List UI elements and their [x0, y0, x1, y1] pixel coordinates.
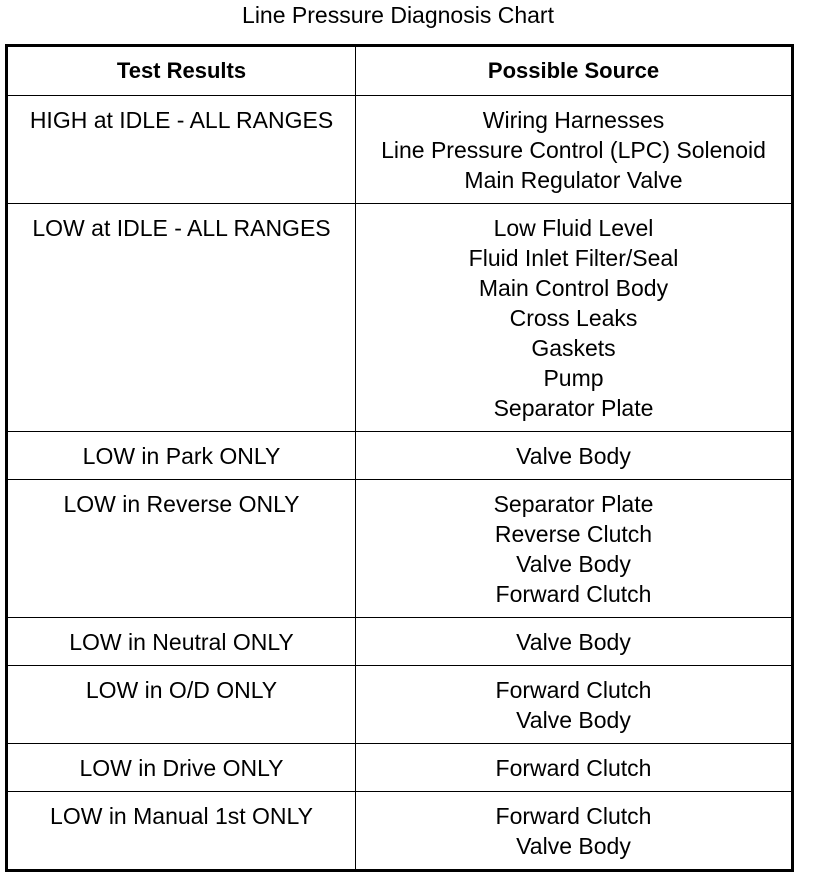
test-result-cell: LOW in Drive ONLY — [7, 744, 356, 792]
table-row — [7, 432, 793, 480]
chart-title: Line Pressure Diagnosis Chart — [242, 2, 554, 28]
diagnosis-table — [5, 44, 794, 872]
possible-source-item: Reverse Clutch — [494, 521, 653, 547]
header-row — [7, 46, 793, 96]
possible-source-cell — [356, 96, 793, 204]
possible-source-item: Separator Plate — [493, 491, 654, 517]
test-result-cell: LOW in Manual 1st ONLY — [7, 792, 356, 871]
possible-source-item: Main Control Body — [478, 275, 669, 301]
table-row — [7, 204, 793, 432]
possible-source-item: Fluid Inlet Filter/Seal — [468, 245, 679, 271]
table-row — [7, 480, 793, 618]
header-test-results: Test Results — [7, 46, 356, 96]
possible-source-cell — [356, 744, 793, 792]
header-possible-source: Possible Source — [356, 46, 793, 96]
table-row — [7, 96, 793, 204]
possible-source-cell — [356, 204, 793, 432]
possible-source-item: Pump — [543, 365, 604, 391]
test-result-cell: LOW in Reverse ONLY — [7, 480, 356, 618]
test-result-cell: LOW in O/D ONLY — [7, 666, 356, 744]
possible-source-item: Valve Body — [516, 707, 631, 733]
possible-source-item: Forward Clutch — [495, 755, 652, 781]
possible-source-item: Valve Body — [516, 551, 631, 577]
test-result-cell: LOW in Neutral ONLY — [7, 618, 356, 666]
table-row — [7, 666, 793, 744]
possible-source-cell — [356, 432, 793, 480]
possible-source-item: Cross Leaks — [509, 305, 638, 331]
possible-source-cell — [356, 792, 793, 871]
possible-source-item: Valve Body — [516, 629, 631, 655]
test-result-cell: HIGH at IDLE - ALL RANGES — [7, 96, 356, 204]
test-result-cell: LOW in Park ONLY — [7, 432, 356, 480]
possible-source-item: Valve Body — [516, 443, 631, 469]
test-result-cell: LOW at IDLE - ALL RANGES — [7, 204, 356, 432]
possible-source-item: Gaskets — [531, 335, 616, 361]
possible-source-item: Valve Body — [516, 833, 631, 859]
table-body — [7, 96, 793, 871]
possible-source-item: Wiring Harnesses — [482, 107, 665, 133]
possible-source-item: Main Regulator Valve — [464, 167, 683, 193]
possible-source-item: Forward Clutch — [495, 581, 652, 607]
possible-source-item: Forward Clutch — [495, 677, 652, 703]
possible-source-cell — [356, 618, 793, 666]
table-row — [7, 792, 793, 871]
possible-source-item: Forward Clutch — [495, 803, 652, 829]
table-row — [7, 618, 793, 666]
possible-source-item: Separator Plate — [493, 395, 654, 421]
possible-source-cell — [356, 666, 793, 744]
possible-source-item: Low Fluid Level — [493, 215, 654, 241]
table-row — [7, 744, 793, 792]
possible-source-cell — [356, 480, 793, 618]
possible-source-item: Line Pressure Control (LPC) Solenoid — [381, 137, 766, 163]
